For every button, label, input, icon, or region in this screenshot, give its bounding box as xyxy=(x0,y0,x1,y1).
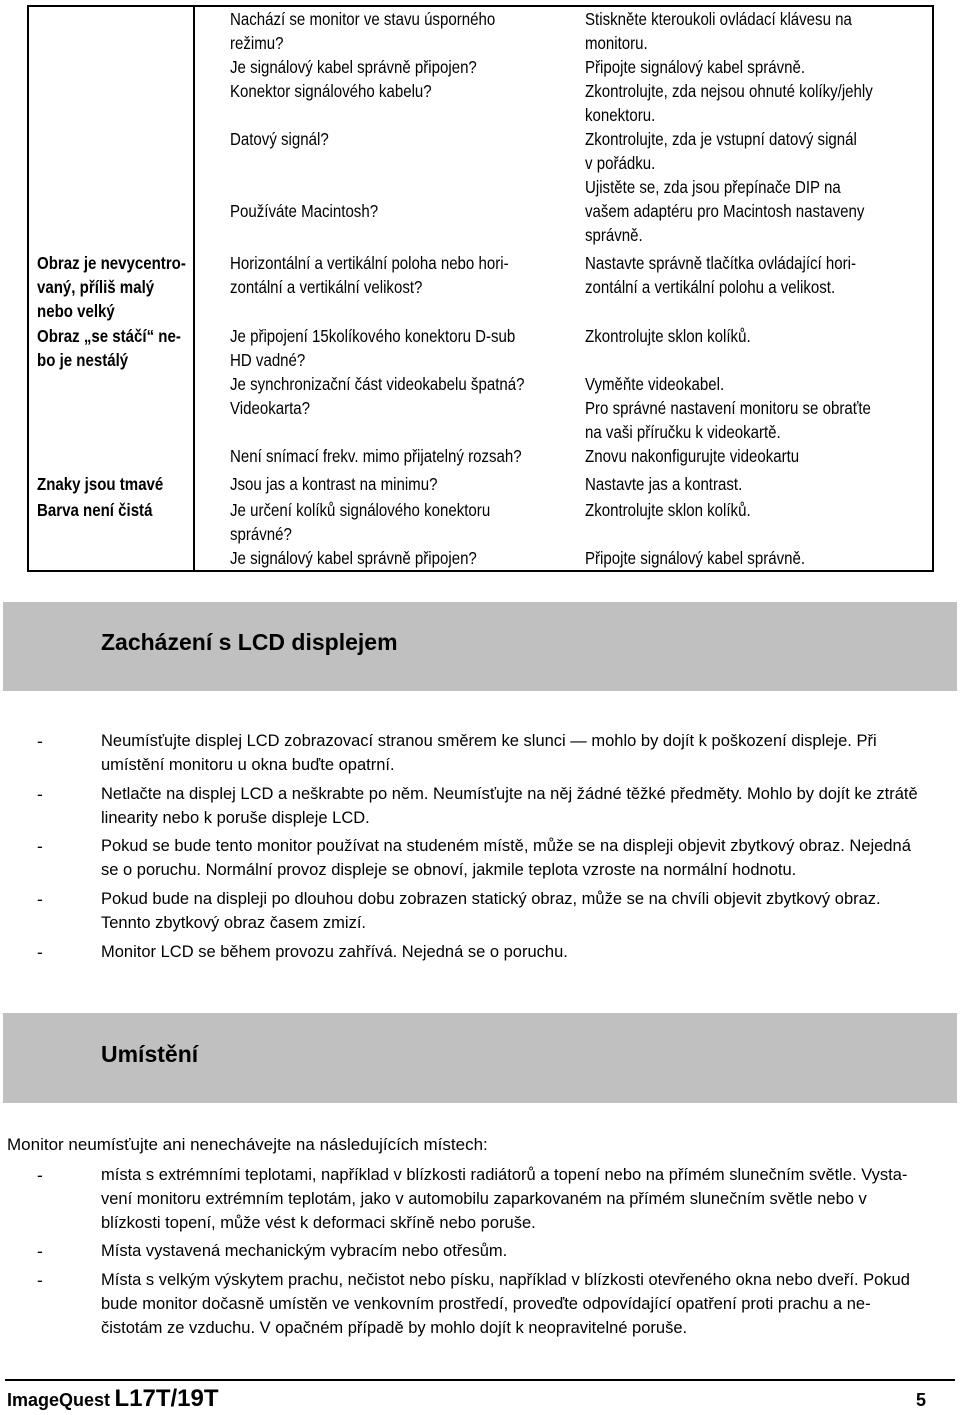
table-cell-checks xyxy=(230,372,572,396)
footer-product xyxy=(7,1385,219,1413)
bullet-marker: - xyxy=(37,1241,43,1261)
table-cell-text: Ujistěte se, zda jsou přepínače DIP na xyxy=(585,177,841,197)
bullet-marker: - xyxy=(37,731,43,751)
table-cell-text: režimu? xyxy=(230,33,284,53)
list-item-line: blízkosti topení, může vést k deformaci skříně nebo poruše. xyxy=(101,1214,536,1232)
table-cell-remedies xyxy=(585,55,841,79)
bullet-marker: - xyxy=(37,1270,43,1290)
table-cell-text: Znaky jsou tmavé xyxy=(37,474,164,494)
table-cell-symptom xyxy=(37,275,173,299)
table-cell-text: Zkontrolujte sklon kolíků. xyxy=(585,326,751,346)
bullet-marker: - xyxy=(37,836,43,856)
table-cell-text: Je připojení 15kolíkového konektoru D-sub xyxy=(230,326,516,346)
table-cell-text: Je určení kolíků signálového konektoru xyxy=(230,500,491,520)
list-item-line: čistotám ze vzduchu. V opačném případě by mohlo dojít k neopravitelné poruše. xyxy=(101,1319,688,1337)
table-cell-text: vašem adaptéru pro Macintosh nastaveny xyxy=(585,201,865,221)
list-item-line: místa s extrémními teplotami, například v blízkosti radiátorů a topení nebo na přímém slunečním světle. Vysta- xyxy=(101,1166,908,1184)
table-cell-remedies xyxy=(585,372,747,396)
list-item-line: umístění monitoru u okna buďte opatrní. xyxy=(101,756,395,774)
table-cell-remedies xyxy=(585,472,768,496)
table-cell-text: Nastavte správně tlačítka ovládající hori- xyxy=(585,253,857,273)
table-column-divider xyxy=(193,7,195,570)
table-cell-remedies xyxy=(585,175,882,199)
list-item-line: Monitor LCD se během provozu zahřívá. Nejedná se o poruchu. xyxy=(101,943,568,961)
table-cell-text: Videokarta? xyxy=(230,398,311,418)
table-cell-text: správné? xyxy=(230,524,292,544)
table-cell-text: Datový signál? xyxy=(230,129,329,149)
table-cell-checks xyxy=(230,324,562,348)
table-cell-checks xyxy=(230,275,454,299)
table-cell-text: Pro správné nastavení monitoru se obraťte xyxy=(585,398,871,418)
placement-section-title: Umístění xyxy=(101,1041,199,1067)
table-cell-remedies xyxy=(585,324,778,348)
table-cell-text: konektoru. xyxy=(585,105,656,125)
table-cell-text: vaný, příliš malý xyxy=(37,277,155,297)
table-cell-text: monitoru. xyxy=(585,33,648,53)
table-cell-remedies xyxy=(585,275,876,299)
table-cell-remedies xyxy=(585,498,778,522)
table-cell-text: Je signálový kabel správně připojen? xyxy=(230,548,477,568)
table-cell-remedies xyxy=(585,31,658,55)
table-cell-checks xyxy=(230,444,569,468)
table-cell-remedies xyxy=(585,199,910,223)
table-cell-text: Barva není čistá xyxy=(37,500,153,520)
table-cell-checks xyxy=(230,199,402,223)
list-item-line: Místa s velkým výskytem prachu, nečistot nebo písku, například v blízkosti otevřeného okna nebo dveří. Pokud xyxy=(101,1271,910,1289)
table-cell-text: Nastavte jas a kontrast. xyxy=(585,474,743,494)
list-item-line: Tennto zbytkový obraz časem zmizí. xyxy=(101,914,367,932)
table-cell-text: HD vadné? xyxy=(230,350,306,370)
table-cell-text: Vyměňte videokabel. xyxy=(585,374,725,394)
table-cell-text: Je signálový kabel správně připojen? xyxy=(230,57,477,77)
table-cell-remedies xyxy=(585,444,834,468)
table-cell-text: Jsou jas a kontrast na minimu? xyxy=(230,474,438,494)
table-cell-text: Znovu nakonfigurujte videokartu xyxy=(585,446,800,466)
list-item-line: Netlačte na displej LCD a neškrabte po něm. Neumísťujte na něj žádné těžké předměty. Mohlo by dojít ke ztrátě xyxy=(101,785,918,803)
table-cell-text: Je synchronizační část videokabelu špatná? xyxy=(230,374,525,394)
bullet-marker: - xyxy=(37,784,43,804)
table-cell-text: zontální a vertikální polohu a velikost. xyxy=(585,277,836,297)
lcd-section-title: Zacházení s LCD displejem xyxy=(101,629,398,655)
table-cell-text: Zkontrolujte sklon kolíků. xyxy=(585,500,751,520)
table-cell-remedies xyxy=(585,127,901,151)
table-cell-symptom xyxy=(37,348,143,372)
table-cell-checks xyxy=(230,522,302,546)
footer-brand: ImageQuest xyxy=(7,1390,111,1410)
table-cell-text: Zkontrolujte, zda nejsou ohnuté kolíky/jehly xyxy=(585,81,873,101)
table-cell-remedies xyxy=(585,103,667,127)
table-cell-checks xyxy=(230,348,318,372)
lcd-section-banner xyxy=(3,602,957,691)
table-cell-text: Není snímací frekv. mimo přijatelný rozsah? xyxy=(230,446,522,466)
table-cell-checks xyxy=(230,251,554,275)
table-cell-symptom xyxy=(37,472,184,496)
list-item-line: Pokud bude na displeji po dlouhou dobu zobrazen statický obraz, může se na chvíli objevit zbytkový obraz. xyxy=(101,890,881,908)
table-cell-checks xyxy=(230,55,517,79)
table-cell-checks xyxy=(230,31,292,55)
list-item-line: Pokud se bude tento monitor používat na studeném místě, může se na displeji objevit zbytkový obraz. Nejedná xyxy=(101,837,911,855)
table-cell-remedies xyxy=(585,420,813,444)
table-cell-remedies xyxy=(585,7,895,31)
table-cell-text: v pořádku. xyxy=(585,153,656,173)
bullet-marker: - xyxy=(37,942,43,962)
table-cell-checks xyxy=(230,79,464,103)
table-cell-text: nebo velký xyxy=(37,301,115,321)
list-item-line: bude monitor dočasně umístěn ve venkovním prostředí, proveďte odpovídající opatření proti prachu a ne- xyxy=(101,1295,871,1313)
table-cell-checks xyxy=(230,472,471,496)
table-cell-remedies xyxy=(585,396,917,420)
table-cell-remedies xyxy=(585,546,841,570)
table-cell-remedies xyxy=(585,251,900,275)
list-item-line: Místa vystavená mechanickým vybracím nebo otřesům. xyxy=(101,1242,508,1260)
placement-section-banner xyxy=(3,1013,957,1103)
table-cell-symptom xyxy=(37,299,127,323)
table-cell-text: zontální a vertikální velikost? xyxy=(230,277,423,297)
table-cell-text: Zkontrolujte, zda je vstupní datový signál xyxy=(585,129,857,149)
table-cell-remedies xyxy=(585,151,667,175)
table-cell-checks xyxy=(230,546,517,570)
table-cell-symptom xyxy=(37,324,204,348)
table-cell-text: Připojte signálový kabel správně. xyxy=(585,57,806,77)
table-cell-text: Horizontální a vertikální poloha nebo hori- xyxy=(230,253,509,273)
list-item-line: vení monitoru extrémním teplotám, jako v automobilu zaparkovaném na přímém slunečním světle nebo v xyxy=(101,1190,867,1208)
table-cell-text: správně. xyxy=(585,225,643,245)
table-cell-text: na vaši příručku k videokartě. xyxy=(585,422,781,442)
table-cell-remedies xyxy=(585,79,920,103)
table-cell-checks xyxy=(230,7,538,31)
page-number: 5 xyxy=(915,1390,926,1410)
list-item-line: linearity nebo k poruše displeje LCD. xyxy=(101,809,370,827)
table-cell-symptom xyxy=(37,498,171,522)
placement-intro: Monitor neumísťujte ani nenechávejte na následujících místech: xyxy=(7,1135,488,1154)
footer-rule xyxy=(5,1379,955,1381)
table-cell-text: Stiskněte kteroukoli ovládací klávesu na xyxy=(585,9,852,29)
table-cell-checks xyxy=(230,127,345,151)
table-cell-text: Nachází se monitor ve stavu úsporného xyxy=(230,9,496,29)
table-cell-text: Používáte Macintosh? xyxy=(230,201,379,221)
table-cell-symptom xyxy=(37,251,210,275)
table-cell-checks xyxy=(230,498,533,522)
bullet-marker: - xyxy=(37,1165,43,1185)
table-cell-text: Připojte signálový kabel správně. xyxy=(585,548,806,568)
bullet-marker: - xyxy=(37,889,43,909)
table-cell-text: Obraz je nevycentro- xyxy=(37,253,186,273)
table-cell-remedies xyxy=(585,223,652,247)
list-item-line: se o poruchu. Normální provoz displeje se obnoví, jakmile teplota vzroste na normální hodnotu. xyxy=(101,861,797,879)
footer-model: L17T/19T xyxy=(114,1385,219,1412)
table-cell-text: Konektor signálového kabelu? xyxy=(230,81,432,101)
list-item-line: Neumísťujte displej LCD zobrazovací stranou směrem ke slunci — mohlo by dojít k poškození displeje. Při xyxy=(101,732,877,750)
table-cell-text: Obraz „se stáčí“ ne- xyxy=(37,326,181,346)
table-cell-text: bo je nestálý xyxy=(37,350,129,370)
table-cell-checks xyxy=(230,396,323,420)
